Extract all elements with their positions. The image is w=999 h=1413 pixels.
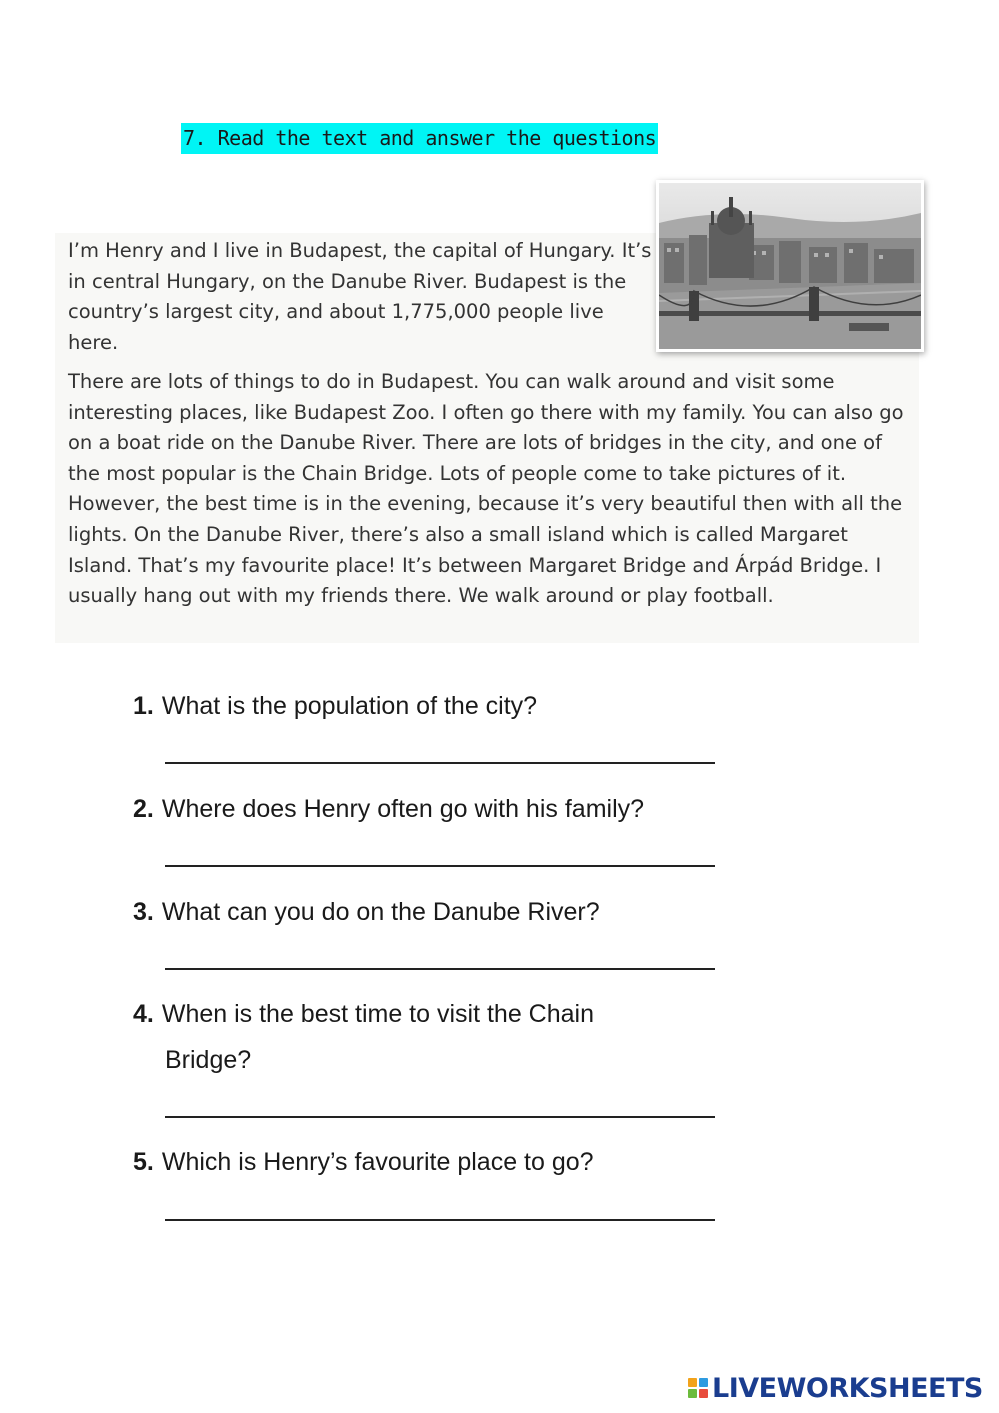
question-text: What is the population of the city? [161,692,538,720]
answer-line-2[interactable] [165,865,715,867]
logo-text: LIVEWORKSHEETS [712,1372,983,1404]
question-3 [133,890,600,934]
logo-mark-icon [688,1378,708,1398]
question-text: Which is Henry’s favourite place to go? [161,1148,594,1176]
logo-mark-square [699,1378,708,1387]
question-number: 4. [133,1000,154,1028]
reading-paragraph-1: I’m Henry and I live in Budapest, the capital of Hungary. It’s in central Hungary, on the Danube River. Budapest is the country’s largest city, and about 1,775,000 people live here. [68,239,652,354]
answer-line-4[interactable] [165,1116,715,1118]
liveworksheets-logo[interactable] [688,1370,983,1406]
question-text: Where does Henry often go with his family? [161,795,645,823]
answer-line-5[interactable] [165,1219,715,1221]
question-4 [133,992,594,1036]
logo-mark-square [688,1389,697,1398]
answer-line-3[interactable] [165,968,715,970]
logo-mark-square [699,1389,708,1398]
budapest-photo [656,180,924,352]
question-number: 1. [133,692,154,720]
answer-line-1[interactable] [165,762,715,764]
reading-paragraph-2: There are lots of things to do in Budapest. You can walk around and visit some interesting places, like Budapest Zoo. I often go there with my family. You can also go on a boat ride on the Danube River. There are lots of bridges in the city, and one of the most popular is the Chain Bridge. Lots of people come to take pictures of it. However, the best time is in the evening, because it’s very beautiful then with all the lights. On the Danube River, there’s also a small island which is called Margaret Island. That’s my favourite place! It’s between Margaret Bridge and Árpád Bridge. I usually hang out with my friends there. We walk around or play football. [68,370,904,608]
question-4-continued: Bridge? [165,1046,252,1074]
question-5 [133,1140,594,1184]
exercise-title: 7. Read the text and answer the questions [181,123,658,154]
question-text: When is the best time to visit the Chain [161,1000,595,1028]
question-number: 5. [133,1148,154,1176]
question-1 [133,684,537,728]
question-number: 3. [133,898,154,926]
question-number: 2. [133,795,154,823]
question-2 [133,787,644,831]
question-text: What can you do on the Danube River? [161,898,600,926]
logo-mark-square [688,1378,697,1387]
